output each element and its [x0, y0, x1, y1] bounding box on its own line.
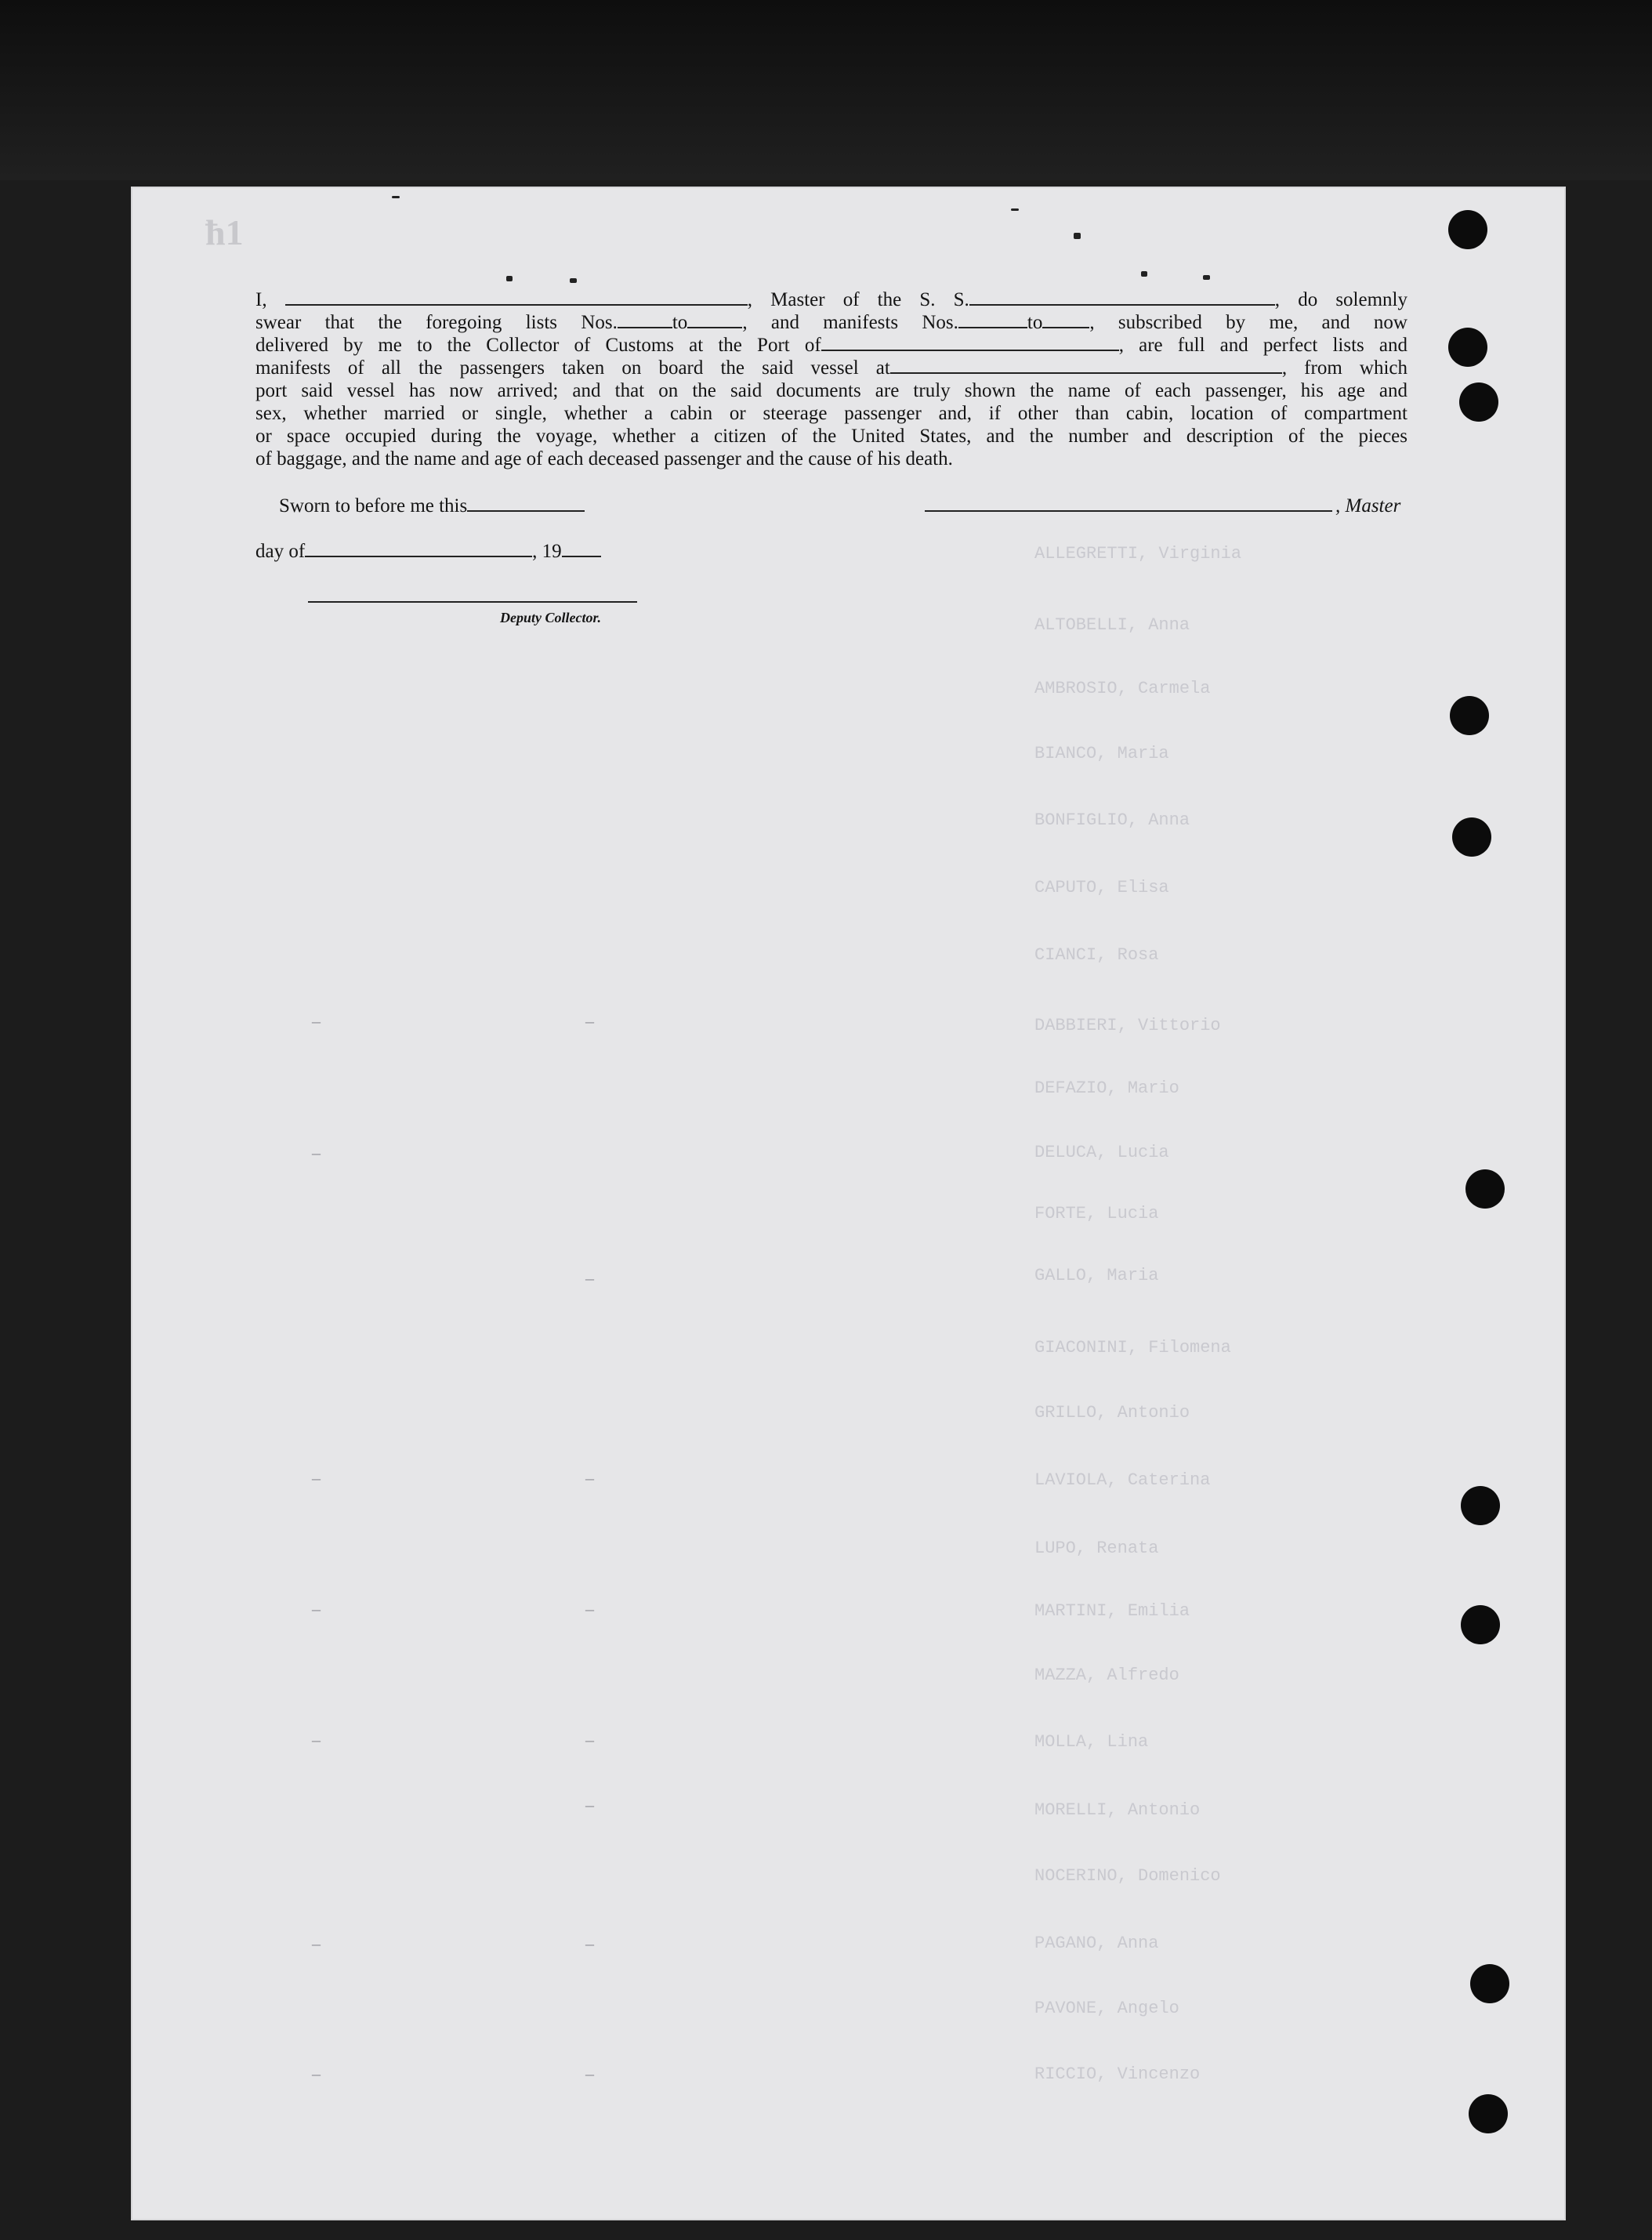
column-dash: –: [312, 1730, 321, 1749]
master-oath-paragraph: [255, 288, 1407, 470]
oath-text: to: [672, 312, 688, 333]
oath-line-7: or space occupied during the voyage, whether a citizen of the United States, and the number and description of the pieces: [255, 426, 1407, 447]
oath-text: , do solemnly: [1274, 289, 1407, 310]
master-signature-line: [925, 510, 1332, 512]
deputy-collector-label: Deputy Collector.: [500, 610, 601, 625]
bleedthrough-row: RICCIO, Vincenzo: [1034, 2064, 1201, 2084]
oath-line-6: sex, whether married or single, whether a cabin or steerage passenger and, if other than cabin, location of compartment: [255, 403, 1407, 424]
scan-speck: [1203, 275, 1210, 280]
punch-hole: [1450, 696, 1489, 735]
scan-speck: [570, 278, 577, 283]
bleedthrough-row: PAVONE, Angelo: [1034, 1999, 1179, 2018]
column-dash: –: [585, 1468, 594, 1488]
sworn-label: Sworn to before me this: [279, 495, 468, 517]
list-from-blank: [618, 313, 672, 328]
oath-text: , are full and perfect lists and: [1118, 335, 1408, 356]
oath-line-4: [255, 357, 1407, 379]
oath-line-3: [255, 334, 1407, 357]
bleedthrough-row: PAGANO, Anna: [1034, 1934, 1159, 1953]
oath-line-5: port said vessel has now arrived; and that on the said documents are truly shown the name of each passenger, his age and: [255, 380, 1407, 401]
bleedthrough-row: BIANCO, Maria: [1034, 744, 1169, 763]
column-dash: –: [585, 1268, 594, 1288]
punch-hole: [1470, 1964, 1509, 2003]
name-blank: [285, 290, 748, 306]
punch-hole: [1469, 2094, 1508, 2133]
column-dash: –: [312, 1599, 321, 1618]
manifest-to-blank: [1042, 313, 1089, 328]
bleedthrough-row: BONFIGLIO, Anna: [1034, 810, 1190, 830]
column-dash: –: [585, 1599, 594, 1618]
column-dash: –: [585, 2064, 594, 2083]
master-label: , Master: [1335, 495, 1401, 517]
punch-hole: [1448, 210, 1487, 249]
year-label: , 19: [532, 541, 562, 562]
oath-text: to: [1027, 312, 1043, 333]
oath-text: , from which: [1281, 357, 1407, 379]
bleedthrough-row: LAVIOLA, Caterina: [1034, 1470, 1211, 1490]
document-page: [131, 187, 1566, 2220]
oath-text: I,: [255, 289, 267, 310]
oath-text: delivered by me to the Collector of Customs at the Port of: [255, 335, 821, 356]
column-dash: –: [312, 1011, 321, 1031]
bleedthrough-row: GALLO, Maria: [1034, 1266, 1159, 1285]
oath-text: , Master of the S. S.: [747, 289, 969, 310]
bleedthrough-row: FORTE, Lucia: [1034, 1204, 1159, 1223]
bleedthrough-row: MAZZA, Alfredo: [1034, 1666, 1179, 1685]
column-dash: –: [585, 1934, 594, 1953]
column-dash: –: [312, 2064, 321, 2083]
scan-speck: [506, 276, 513, 281]
sworn-date-blank: [467, 496, 585, 512]
deputy-signature-line: [308, 601, 637, 603]
punch-hole: [1452, 817, 1491, 857]
bleedthrough-row: LUPO, Renata: [1034, 1539, 1159, 1558]
bleedthrough-row: MARTINI, Emilia: [1034, 1601, 1190, 1621]
bleedthrough-row: DELUCA, Lucia: [1034, 1143, 1169, 1162]
column-dash: –: [312, 1143, 321, 1162]
oath-text: swear that the foregoing lists Nos.: [255, 312, 618, 333]
scan-speck: [1074, 233, 1081, 239]
bleedthrough-row: NOCERINO, Domenico: [1034, 1866, 1221, 1886]
bleedthrough-row: DEFAZIO, Mario: [1034, 1078, 1179, 1098]
scan-speck: [1141, 271, 1147, 277]
ship-name-blank: [969, 290, 1275, 306]
scan-speck: [392, 196, 400, 198]
scan-speck: [1011, 208, 1019, 211]
bleedthrough-row: ALLEGRETTI, Virginia: [1034, 544, 1242, 564]
bleedthrough-row: ALTOBELLI, Anna: [1034, 615, 1190, 635]
bleedthrough-row: GIACONINI, Filomena: [1034, 1338, 1231, 1357]
year-blank: [562, 542, 601, 557]
punch-hole: [1459, 382, 1498, 422]
bleedthrough-row: CAPUTO, Elisa: [1034, 878, 1169, 897]
day-of-label: day of: [255, 541, 306, 562]
scan-background: [0, 0, 1652, 180]
manifest-from-blank: [958, 313, 1027, 328]
punch-hole: [1461, 1486, 1500, 1525]
month-blank: [305, 542, 532, 557]
bleedthrough-row: DABBIERI, Vittorio: [1034, 1016, 1221, 1035]
punch-hole: [1448, 328, 1487, 367]
departure-port-blank: [890, 358, 1282, 374]
margin-mark: ħ1: [205, 212, 244, 252]
punch-hole: [1461, 1605, 1500, 1644]
oath-text: manifests of all the passengers taken on board the said vessel at: [255, 357, 890, 379]
bleedthrough-row: GRILLO, Antonio: [1034, 1403, 1190, 1423]
day-of-line: [255, 541, 601, 563]
port-blank: [821, 335, 1119, 351]
oath-line-8: of baggage, and the name and age of each deceased passenger and the cause of his death.: [255, 448, 953, 469]
bleedthrough-row: MOLLA, Lina: [1034, 1732, 1149, 1752]
bleedthrough-row: MORELLI, Antonio: [1034, 1800, 1201, 1820]
oath-line-1: [255, 288, 1407, 311]
bleedthrough-row: AMBROSIO, Carmela: [1034, 679, 1211, 698]
oath-text: , and manifests Nos.: [742, 312, 958, 333]
column-dash: –: [312, 1934, 321, 1953]
bleedthrough-row: CIANCI, Rosa: [1034, 945, 1159, 965]
column-dash: –: [585, 1730, 594, 1749]
punch-hole: [1465, 1169, 1505, 1209]
oath-text: , subscribed by me, and now: [1089, 312, 1407, 333]
column-dash: –: [585, 1011, 594, 1031]
column-dash: –: [585, 1795, 594, 1814]
column-dash: –: [312, 1468, 321, 1488]
oath-line-2: [255, 311, 1407, 334]
list-to-blank: [687, 313, 742, 328]
sworn-line: [279, 495, 585, 517]
